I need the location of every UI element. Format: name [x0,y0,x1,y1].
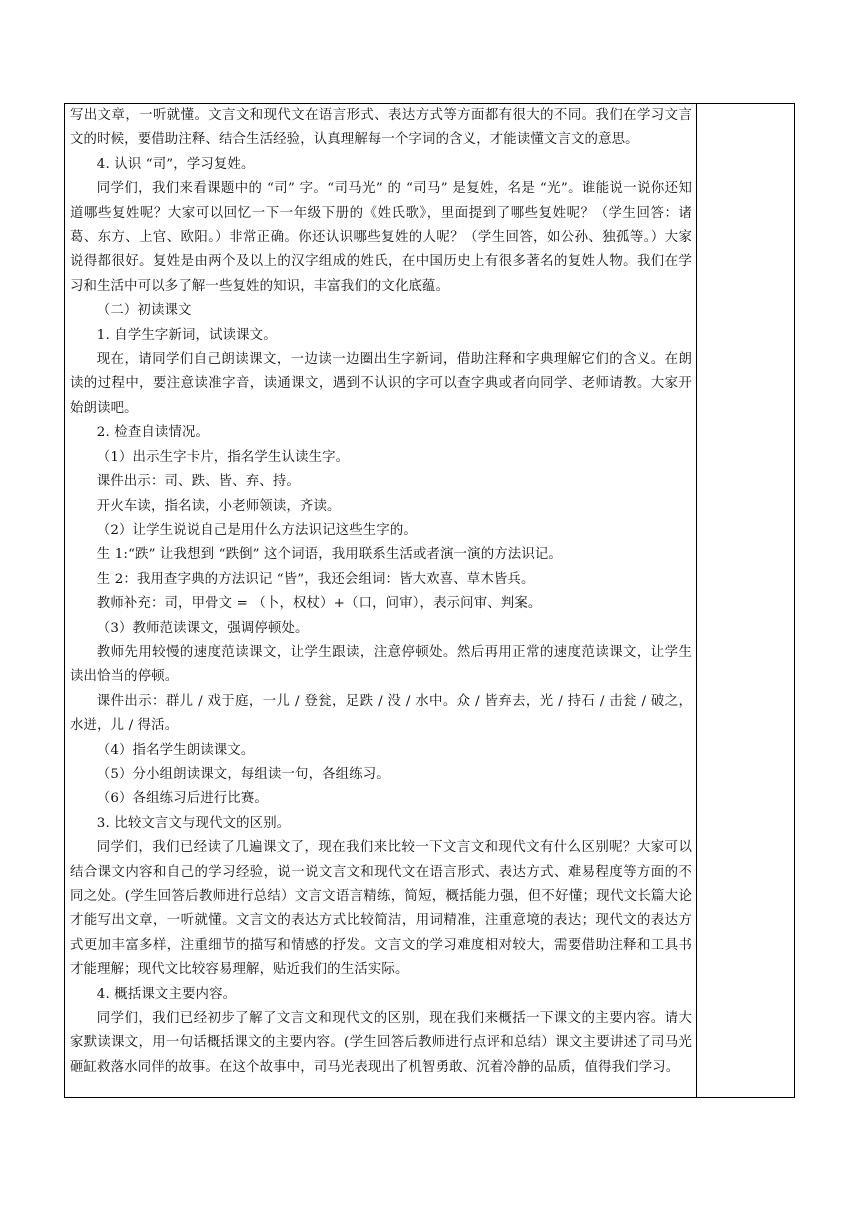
lesson-content-cell [65,104,697,1097]
lesson-paragraph: 生 2：我用查字典的方法识记 “皆”，我还会组词：皆大欢喜、草木皆兵。 [96,571,535,587]
lesson-paragraph: 开火车读，指名读，小老师领读，齐读。 [96,498,341,514]
lesson-paragraph: （二）初读课文 [96,303,192,319]
lesson-paragraph: 3. 比较文言文与现代文的区别。 [96,815,291,831]
lesson-paragraph: 1. 自学生字新词，试读课文。 [96,327,277,343]
lesson-paragraph: 同学们，我们已经初步了解了文言文和现代文的区别，现在我们来概括一下课文的主要内容。请大家默读课文，用一句话概括课文的主要内容。(学生回答后教师进行点评和总结）课文主要讲述了司马光砸缸救落水同伴的故事。在这个故事中，司马光表现出了机智勇敢、沉着冷静的品质，值得我们学习。 [70,1011,692,1075]
lesson-paragraph: 教师补充：司，甲骨文 = （卜，权杖）+（口，问审），表示问审、判案。 [96,596,542,612]
lesson-paragraph: （1）出示生字卡片，指名学生认读生字。 [96,449,350,465]
lesson-paragraph: （5）分小组朗读课文，每组读一句，各组练习。 [96,766,390,782]
lesson-paragraph: 4. 认识 “司”，学习复姓。 [96,156,255,172]
lesson-paragraph: （2）让学生说说自己是用什么方法识记这些生字的。 [96,522,417,538]
lesson-paragraph: （3）教师范读课文，强调停顿处。 [96,620,309,636]
notes-cell [697,104,794,1097]
lesson-paragraph: （6）各组练习后进行比赛。 [96,791,268,807]
lesson-paragraph: 同学们，我们已经读了几遍课文了，现在我们来比较一下文言文和现代文有什么区别呢？大家可以结合课文内容和自己的学习经验，说一说文言文和现代文在语言形式、表达方式、难易程度等方面的不同之处。(学生回答后教师进行总结）文言文语言精练，简短，概括能力强，但不好懂；现代文长篇大论才能写出文章，一听就懂。文言文的表达方式比较简洁，用词精准，注重意境的表达；现代文的表达方式更加丰富多样，注重细节的描写和情感的抒发。文言文的学习难度相对较大，需要借助注释和工具书才能理解；现代文比较容易理解，贴近我们的生活实际。 [70,840,692,978]
lesson-paragraph: 生 1:“跌” 让我想到 “跌倒” 这个词语，我用联系生活或者演一演的方法识记。 [96,547,562,563]
lesson-paragraph: 现在，请同学们自己朗读课文，一边读一边圈出生字新词，借助注释和字典理解它们的含义。在朗读的过程中，要注意读准字音，读通课文，遇到不认识的字可以查字典或者向同学、老师请教。大家开始朗读吧。 [70,352,692,416]
lesson-paragraph: 课件出示：司、跌、皆、弃、持。 [96,474,300,490]
lesson-paragraph: 课件出示：群儿 / 戏于庭，一儿 / 登瓮，足跌 / 没 / 水中。众 / 皆弃去，光 / 持石 / 击瓮 / 破之，水迸，儿 / 得活。 [70,693,692,734]
lesson-paragraph: （4）指名学生朗读课文。 [96,742,255,758]
lesson-paragraph: 教师先用较慢的速度范读课文，让学生跟读，注意停顿处。然后再用正常的速度范读课文，让学生读出恰当的停顿。 [70,644,692,685]
lesson-paragraph: 同学们，我们来看课题中的 “司” 字。“司马光” 的 “司马” 是复姓，名是 “光”。谁能说一说你还知道哪些复姓呢？大家可以回忆一下一年级下册的《姓氏歌》，里面提到了哪些复姓呢？（学生回答：诸葛、东方、上官、欧阳。）非常正确。你还认识哪些复姓的人呢？（学生回答，如公孙、独孤等。）大家说得都很好。复姓是由两个及以上的汉字组成的姓氏，在中国历史上有很多著名的复姓人物。我们在学习和生活中可以多了解一些复姓的知识，丰富我们的文化底蕴。 [70,181,692,294]
lesson-paragraph: 4. 概括课文主要内容。 [96,986,237,1002]
lesson-paragraph: 写出文章，一听就懂。文言文和现代文在语言形式、表达方式等方面都有很大的不同。我们在学习文言文的时候，要借助注释、结合生活经验，认真理解每一个字词的含义，才能读懂文言文的意思。 [70,108,692,148]
lesson-paragraph: 2. 检查自读情况。 [96,425,210,441]
lesson-table [64,103,795,1098]
